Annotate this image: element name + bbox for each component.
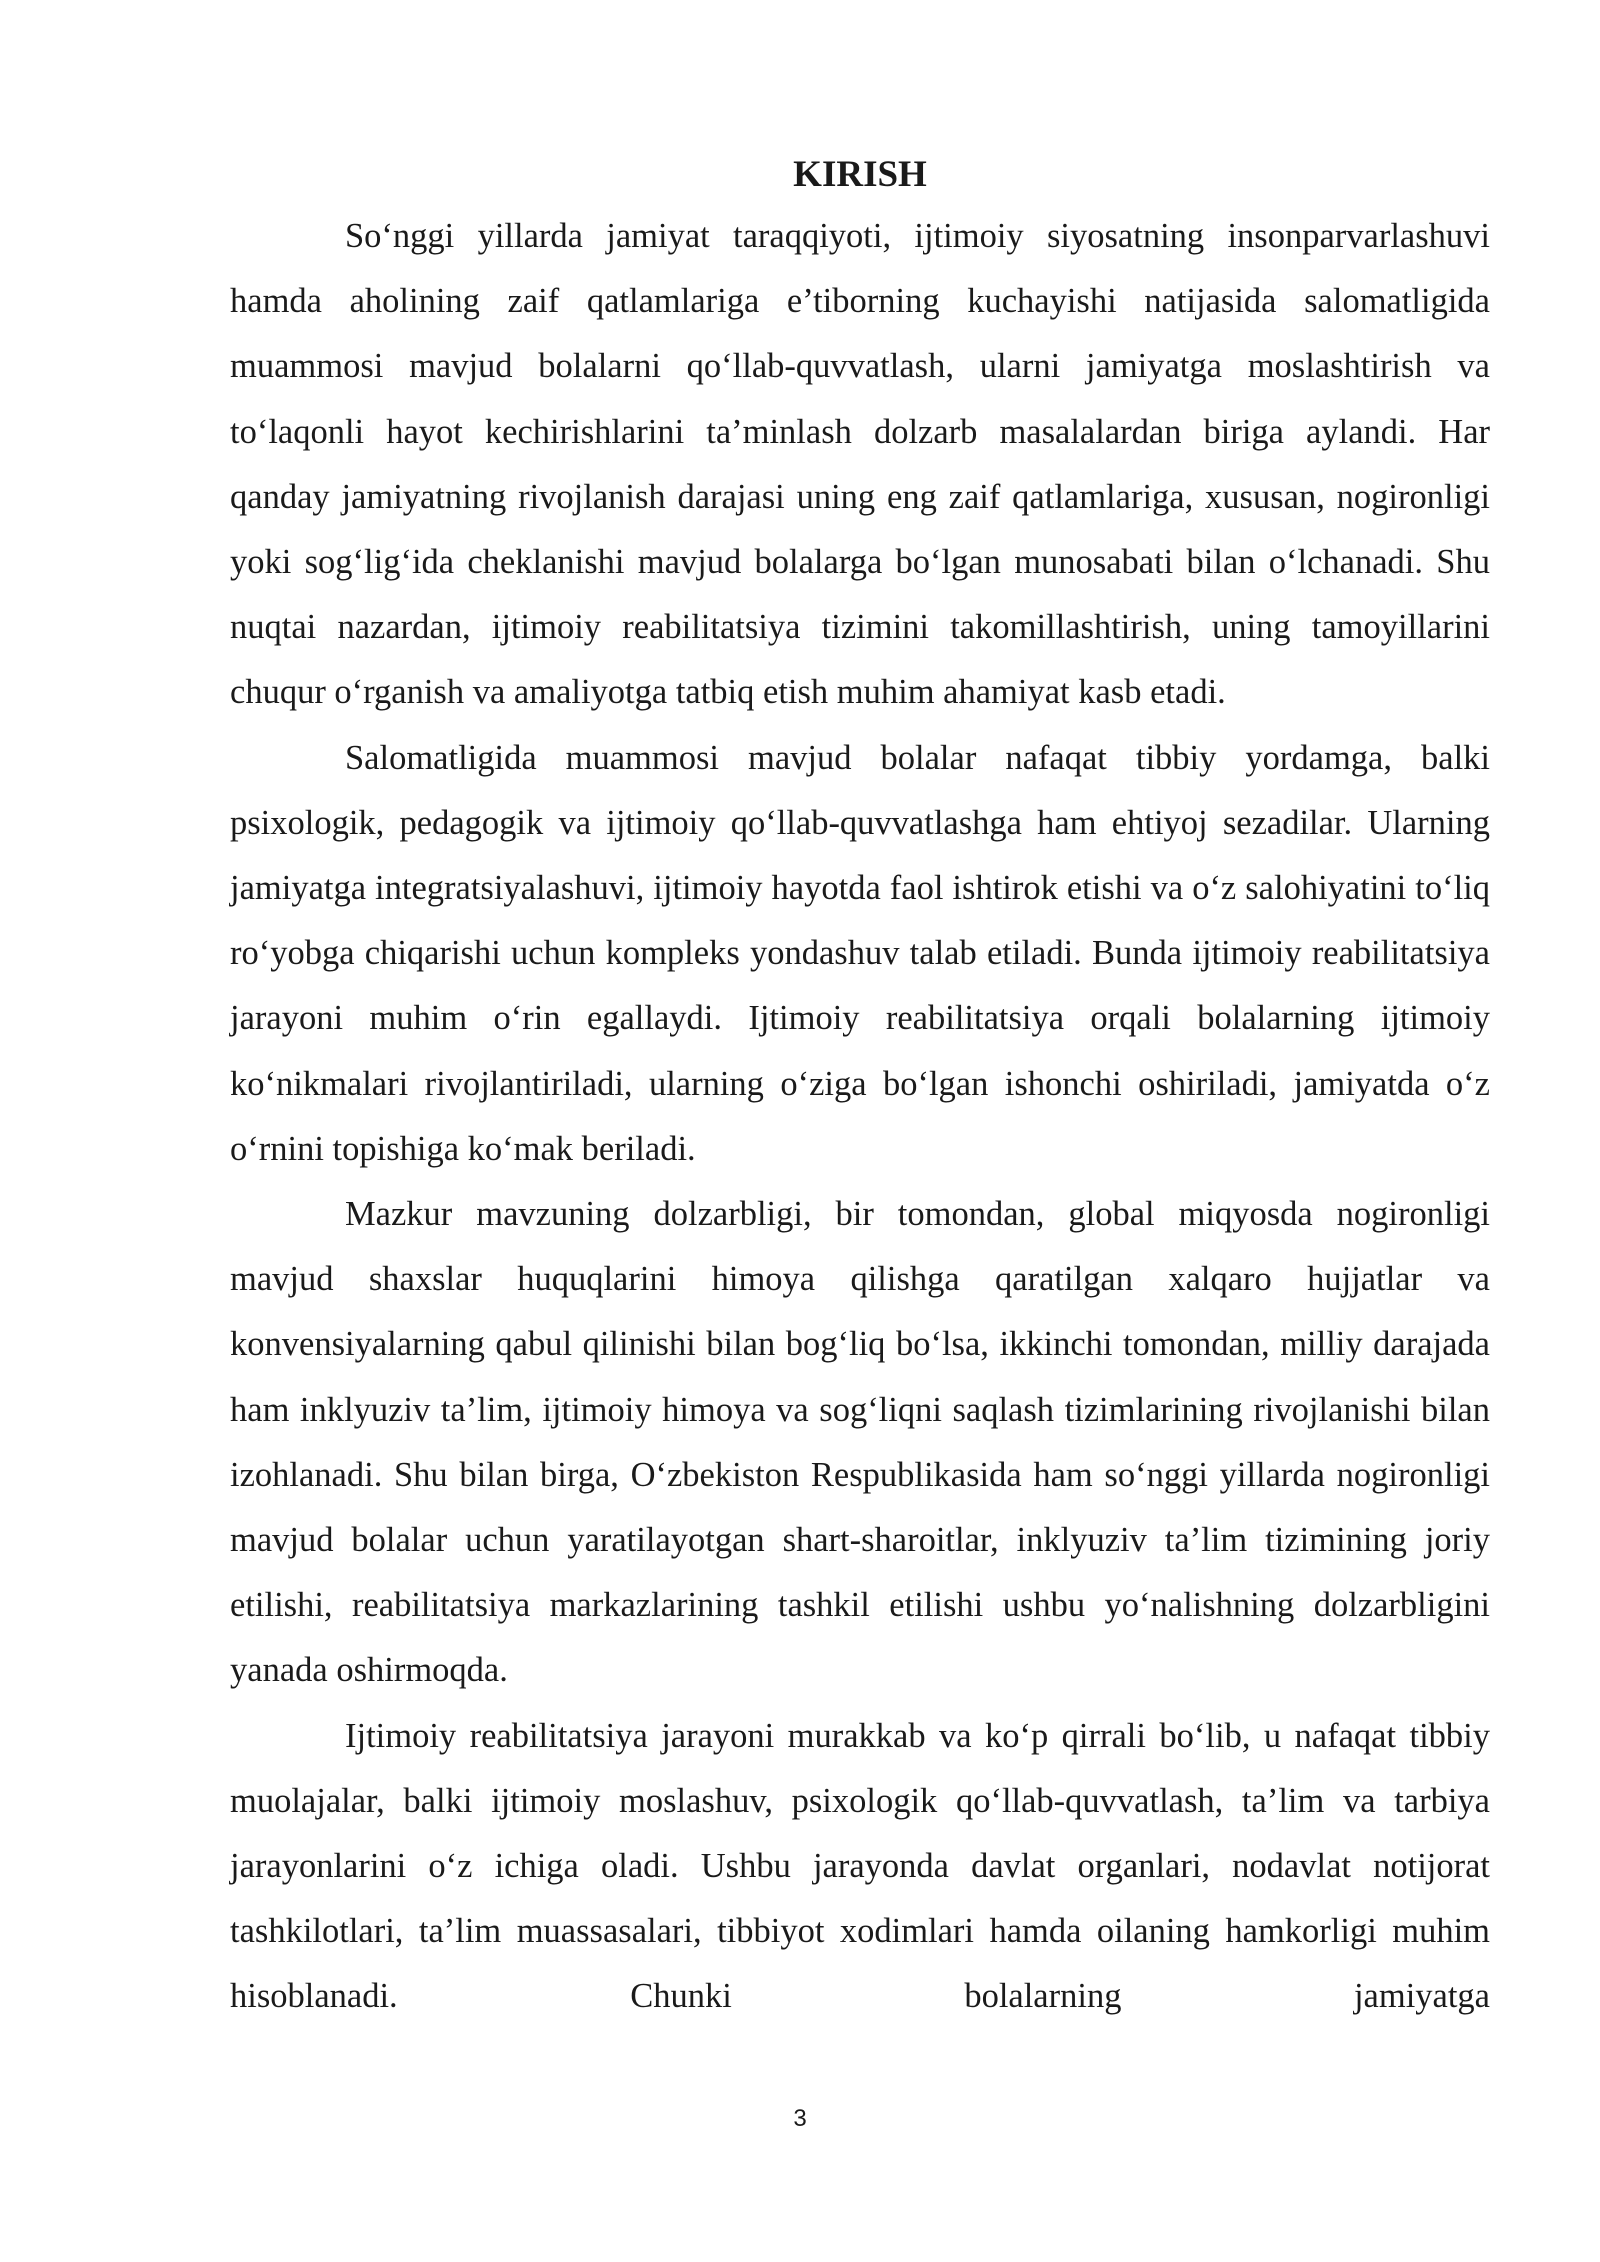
section-title: KIRISH: [793, 154, 927, 195]
paragraph-2: Salomatligida muammosi mavjud bolalar nafaqat tibbiy yordamga, balki psixologik, pedagogik va ijtimoiy qo‘llab-quvvatlashga ham ehtiyoj sezadilar. Ularning jamiyatga integratsiyalashuvi, ijtimoiy hayotda faol ishtirok etishi va o‘z salohiyatini to‘liq ro‘yobga chiqarishi uchun kompleks yondashuv talab etiladi. Bunda ijtimoiy reabilitatsiya jarayoni muhim o‘rin egallaydi. Ijtimoiy reabilitatsiya orqali bolalarning ijtimoiy ko‘nikmalari rivojlantiriladi, ularning o‘ziga bo‘lgan ishonchi oshiriladi, jamiyatda o‘z o‘rnini topishiga ko‘mak beriladi.: [230, 738, 1490, 1168]
page-content: [230, 150, 1490, 2030]
page-number: 3: [793, 2105, 807, 2132]
paragraph-3: Mazkur mavzuning dolzarbligi, bir tomondan, global miqyosda nogironligi mavjud shaxslar huquqlarini himoya qilishga qaratilgan xalqaro hujjatlar va konvensiyalarning qabul qilinishi bilan bog‘liq bo‘lsa, ikkinchi tomondan, milliy darajada ham inklyuziv ta’lim, ijtimoiy himoya va sog‘liqni saqlash tizimlarining rivojlanishi bilan izohlanadi. Shu bilan birga, O‘zbekiston Respublikasida ham so‘nggi yillarda nogironligi mavjud bolalar uchun yaratilayotgan shart-sharoitlar, inklyuziv ta’lim tizimining joriy etilishi, reabilitatsiya markazlarining tashkil etilishi ushbu yo‘nalishning dolzarbligini yanada oshirmoqda.: [230, 1195, 1490, 1690]
paragraph-4: Ijtimoiy reabilitatsiya jarayoni murakkab va ko‘p qirrali bo‘lib, u nafaqat tibbiy muolajalar, balki ijtimoiy moslashuv, psixologik qo‘llab-quvvatlash, ta’lim va tarbiya jarayonlarini o‘z ichiga oladi. Ushbu jarayonda davlat organlari, nodavlat notijorat tashkilotlari, ta’lim muassasalari, tibbiyot xodimlari hamda oilaning hamkorligi muhim hisoblanadi. Chunki bolalarning jamiyatga: [230, 1716, 1490, 2016]
paragraph-1: So‘nggi yillarda jamiyat taraqqiyoti, ijtimoiy siyosatning insonparvarlashuvi hamda aholining zaif qatlamlariga e’tiborning kuchayishi natijasida salomatligida muammosi mavjud bolalarni qo‘llab-quvvatlash, ularni jamiyatga moslashtirish va to‘laqonli hayot kechirishlarini ta’minlash dolzarb masalalardan biriga aylandi. Har qanday jamiyatning rivojlanish darajasi uning eng zaif qatlamlariga, xususan, nogironligi yoki sog‘lig‘ida cheklanishi mavjud bolalarga bo‘lgan munosabati bilan o‘lchanadi. Shu nuqtai nazardan, ijtimoiy reabilitatsiya tizimini takomillashtirish, uning tamoyillarini chuqur o‘rganish va amaliyotga tatbiq etish muhim ahamiyat kasb etadi.: [230, 217, 1490, 712]
